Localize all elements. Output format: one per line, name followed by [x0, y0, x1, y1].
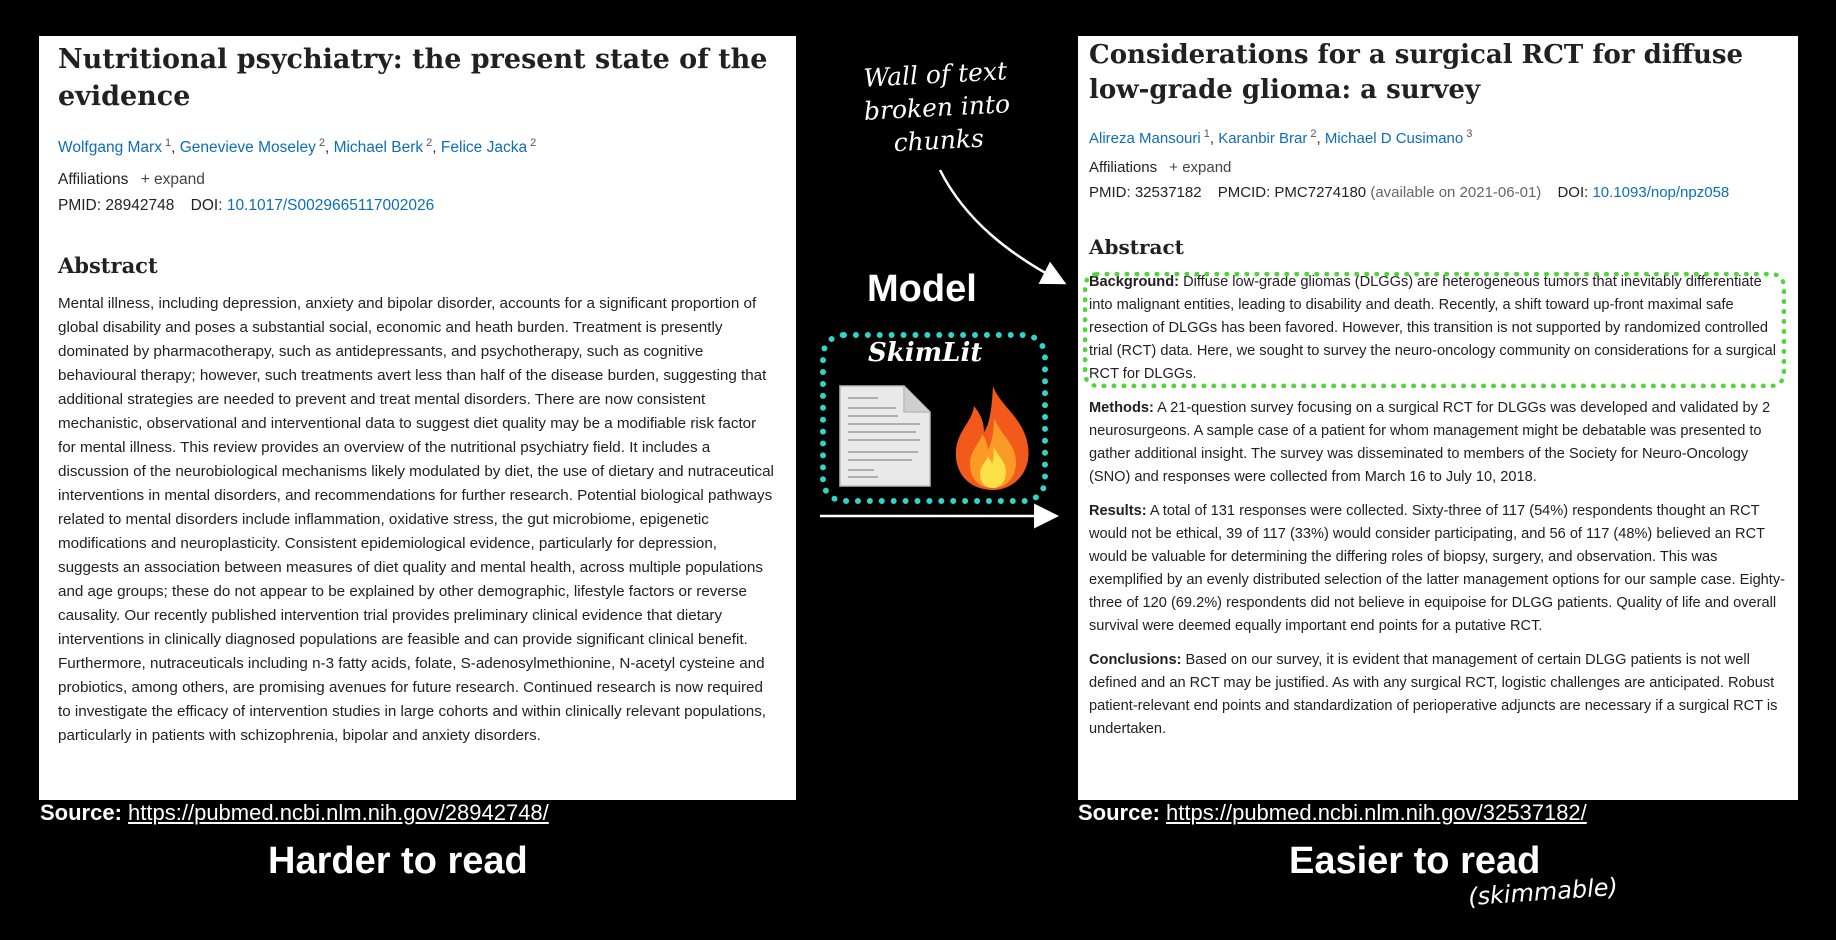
- author-affil-number: 1: [164, 137, 172, 149]
- source-label: Source:: [40, 800, 122, 825]
- author-link[interactable]: Wolfgang Marx: [58, 139, 162, 157]
- affiliations-label: Affiliations: [1089, 159, 1158, 176]
- left-author-list: Wolfgang Marx $^1$, Genevieve Moseley $^2$, Michael Berk $^2$, Felice Jacka $^2$: [58, 137, 537, 157]
- left-source: [40, 800, 549, 826]
- left-affiliations: [58, 171, 774, 189]
- section-text: A total of 131 responses were collected. Sixty-three of 117 (54%) respondents thought an RCT would not be ethical, 39 of 117 (33%) would consider participating, and 56 of 117 (48%) believed an RCT would be valuable for determining the differing roles of biopsy, surgery, and observation. This was exemplified by an evenly distributed selection of the latter management options for our sample case. Eighty-three of 120 (69.2%) respondents did not believe in equipoise for DLGG patients. Quality of life and overall survival were deemed equally important end points for a putative RCT.: [1089, 503, 1786, 634]
- right-abstract-heading: Abstract: [1089, 235, 1184, 259]
- doi-label: DOI:: [190, 197, 223, 215]
- section-label: Conclusions:: [1089, 652, 1182, 668]
- harder-to-read-caption: Harder to read: [268, 840, 528, 882]
- annotation-text: Wall of text broken into chunks: [862, 56, 1011, 158]
- doi-label: DOI:: [1557, 184, 1589, 201]
- fire-icon: [948, 384, 1038, 492]
- doi-link[interactable]: 10.1093/nop/npz058: [1592, 184, 1730, 201]
- section-label: Background:: [1089, 274, 1179, 290]
- right-source: [1078, 800, 1587, 826]
- right-identifiers: [1089, 184, 1786, 201]
- left-abstract-text: Mental illness, including depression, anxiety and bipolar disorder, accounts for a significant proportion of global disability and poses a substantial social, economic and heath burden. Treatment is presently dominated by pharmacotherapy, such as antidepressants, and psychotherapy, such as cognitive behavioural therapy; however, such treatments avert less than half of the disease burden, suggesting that additional strategies are needed to prevent and treat mental disorders. There are now consistent mechanistic, observational and interventional data to suggest diet quality may be a modifiable risk factor for mental illness. This review provides an overview of the nutritional psychiatry field. It includes a discussion of the neurobiological mechanisms likely modulated by diet, the use of dietary and nutraceutical interventions in mental disorders, and recommendations for further research. Potential biological pathways related to mental disorders include inflammation, oxidative stress, the gut microbiome, epigenetic modifications and neuroplasticity. Consistent epidemiological evidence, particularly for depression, suggests an association between measures of diet quality and mental health, across multiple populations and age groups; these do not appear to be explained by other demographic, lifestyle factors or reverse causality. Our recently published intervention trial provides preliminary clinical evidence that dietary interventions in clinically diagnosed populations are feasible and can provide significant clinical benefit. Furthermore, nutraceuticals including n-3 fatty acids, folate, S-adenosylmethionine, N-acetyl cysteine and probiotics, among others, are promising avenues for future research. Continued research is now required to investigate the efficacy of intervention studies in large cohorts and within clinically relevant populations, particularly in patients with schizophrenia, bipolar and anxiety disorders.: [58, 295, 774, 745]
- author-link[interactable]: Michael D Cusimano: [1324, 130, 1464, 147]
- left-abstract-heading: Abstract: [58, 253, 158, 279]
- author-link[interactable]: Felice Jacka: [440, 139, 528, 157]
- source-url-link[interactable]: https://pubmed.ncbi.nlm.nih.gov/32537182/: [1166, 800, 1587, 825]
- left-identifiers: [58, 197, 774, 215]
- right-article-panel: [1078, 36, 1798, 800]
- pmid: PMID: 32537182: [1089, 184, 1202, 201]
- author-link[interactable]: Genevieve Moseley: [179, 139, 316, 157]
- author-affil-number: 2: [426, 137, 433, 149]
- abstract-section-methods: [1089, 397, 1786, 489]
- source-url-link[interactable]: https://pubmed.ncbi.nlm.nih.gov/28942748/: [128, 800, 549, 825]
- author-link[interactable]: Karanbir Brar: [1218, 130, 1308, 147]
- doi-link[interactable]: 10.1017/S0029665117002026: [226, 197, 435, 215]
- background-highlight-box: [1083, 272, 1786, 388]
- right-article-title: Considerations for a surgical RCT for diffuse low-grade glioma: a survey: [1089, 40, 1744, 105]
- left-article-title: Nutritional psychiatry: the present state of the evidence: [58, 44, 768, 112]
- section-text: Based on our survey, it is evident that management of certain DLGG patients is not well defined and an RCT may be justified. As with any surgical RCT, logistic challenges are anticipated. Robust patient-relevant end points and standardization of perioperative adjuncts are necessary if a surgical RCT is undertaken.: [1089, 652, 1778, 737]
- author-link[interactable]: Michael Berk: [333, 139, 424, 157]
- pmcid: PMCID: PMC7274180: [1217, 184, 1367, 201]
- affiliations-label: Affiliations: [58, 171, 129, 189]
- expand-affiliations-button[interactable]: + expand: [140, 171, 205, 189]
- pmcid-note: (available on 2021-06-01): [1370, 184, 1542, 201]
- author-affil-number: 2: [318, 137, 325, 149]
- abstract-section-conclusions: [1089, 649, 1786, 741]
- abstract-section-results: [1089, 500, 1786, 638]
- skimmable-note: (skimmable): [1467, 872, 1619, 912]
- skimlit-label: SkimLit: [868, 338, 983, 368]
- right-author-list: Alireza Mansouri $^1$, Karanbir Brar $^2$, Michael D Cusimano $^3$: [1089, 128, 1473, 147]
- section-text: A 21-question survey focusing on a surgical RCT for DLGGs was developed and validated by 2 neurosurgeons. A sample case of a patient for whom management might be debatable was presented to gather additional insight. The survey was disseminated to members of the Society for Neuro-Oncology (SNO) and responses were collected from March 16 to July 10, 2018.: [1089, 400, 1771, 485]
- annotation-arrow: [940, 170, 1062, 282]
- easier-to-read-caption: Easier to read: [1289, 840, 1541, 882]
- document-icon: [838, 382, 934, 490]
- left-article-panel: [39, 36, 796, 800]
- author-link[interactable]: Alireza Mansouri: [1089, 130, 1201, 147]
- author-affil-number: 2: [1310, 128, 1317, 140]
- right-affiliations: [1089, 159, 1786, 176]
- section-text: Diffuse low-grade gliomas (DLGGs) are heterogeneous tumors that inevitably differentiate into malignant entities, leading to disability and death. Recently, a shift toward up-front maximal safe resection of DLGGs has been favored. However, this transition is not supported by randomized controlled trial (RCT) data. Here, we sought to survey the neuro-oncology community on considerations for a surgical RCT for DLGGs.: [1089, 274, 1777, 382]
- author-affil-number: 3: [1466, 128, 1473, 140]
- author-affil-number: 2: [530, 137, 537, 149]
- expand-affiliations-button[interactable]: + expand: [1169, 159, 1232, 176]
- pmid: PMID: 28942748: [58, 197, 175, 215]
- section-label: Methods:: [1089, 400, 1154, 416]
- author-affil-number: 1: [1203, 128, 1210, 140]
- model-label: Model: [867, 268, 977, 310]
- section-label: Results:: [1089, 503, 1147, 519]
- source-label: Source:: [1078, 800, 1160, 825]
